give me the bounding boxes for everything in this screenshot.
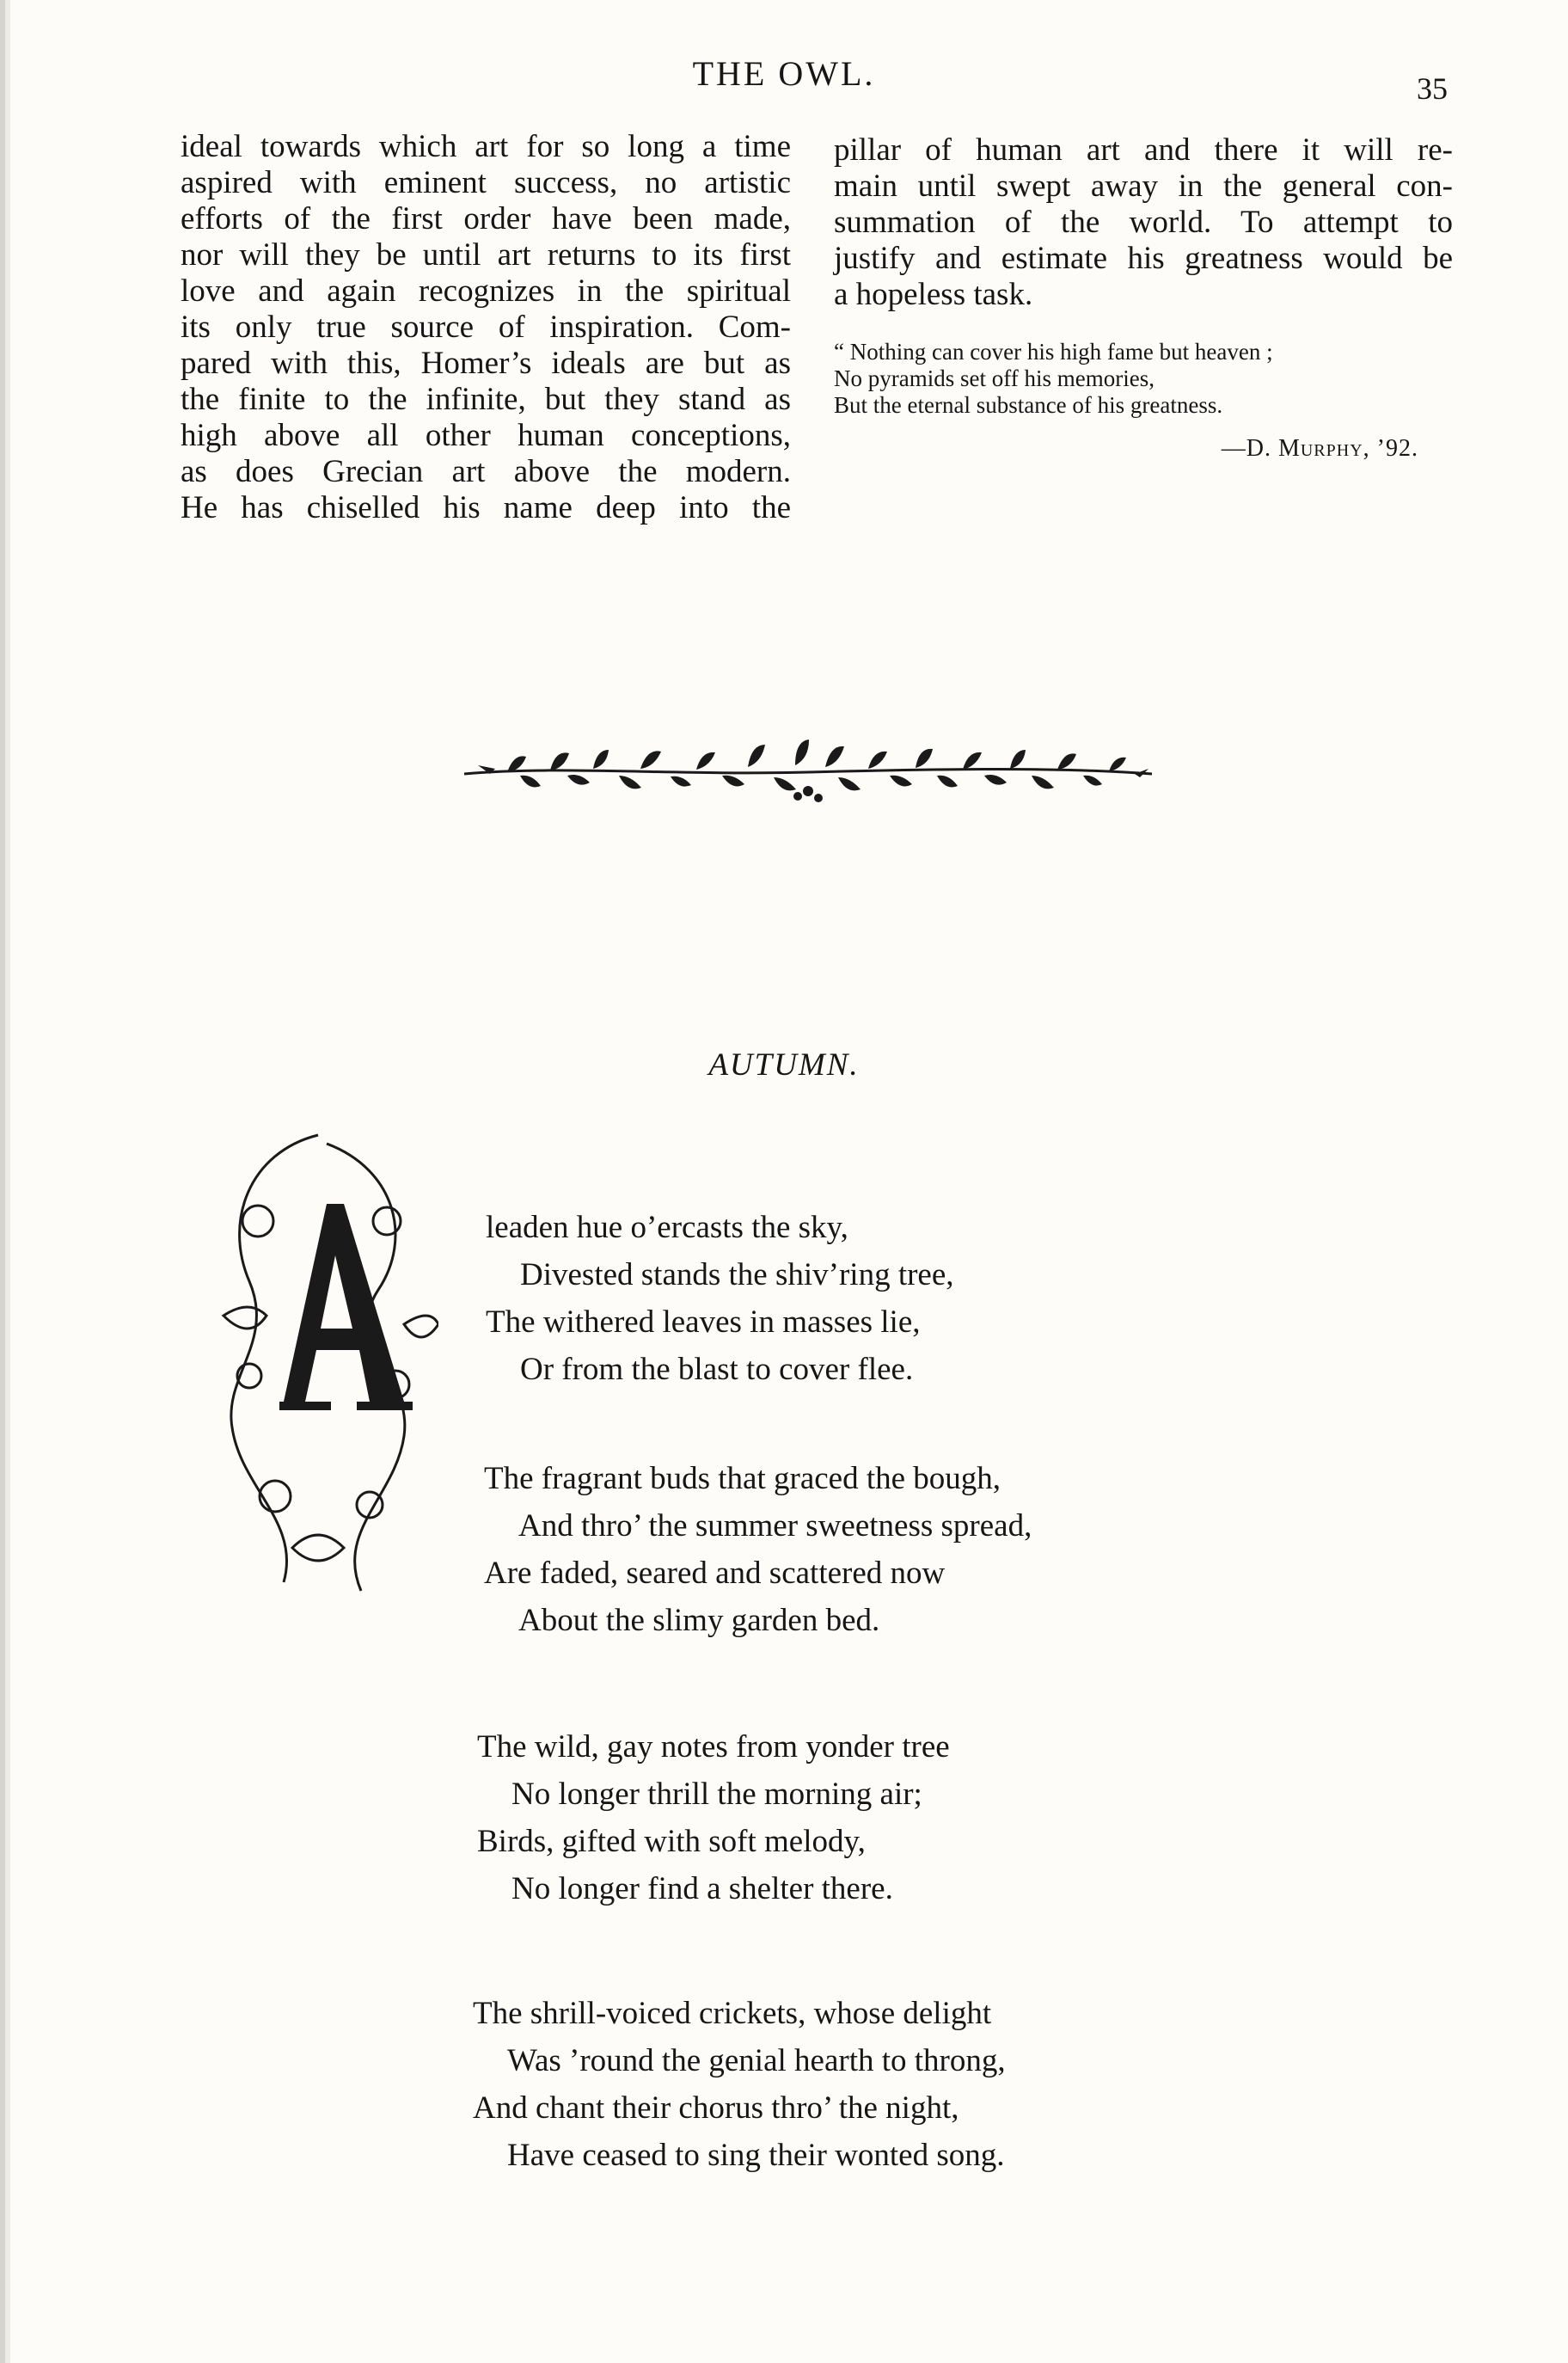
quote-line: But the eternal substance of his greatness.	[834, 392, 1223, 418]
ornamental-drop-cap-a	[198, 1118, 438, 1617]
poem-line: Birds, gifted with soft melody,	[477, 1824, 866, 1859]
poem-line: leaden hue o’ercasts the sky,	[486, 1210, 848, 1245]
leaf-vine-ornament	[456, 722, 1161, 826]
text-line: efforts of the first order have been made,	[181, 201, 791, 236]
page-spine-shadow	[0, 0, 19, 2363]
poem-line: The wild, gay notes from yonder tree	[477, 1729, 950, 1765]
poem-stanza	[473, 1990, 1006, 2179]
right-text-column	[834, 132, 1453, 467]
poem-line: No longer thrill the morning air;	[511, 1777, 922, 1812]
poem-line: Was ’round the genial hearth to throng,	[507, 2043, 1006, 2078]
text-line: the finite to the infinite, but they stand as	[181, 382, 791, 417]
poem-line: About the slimy garden bed.	[518, 1603, 880, 1638]
poem-line: Have ceased to sing their wonted song.	[507, 2138, 1005, 2173]
poem-line: Divested stands the shiv’ring tree,	[520, 1257, 954, 1292]
text-line: ideal towards which art for so long a time	[181, 129, 791, 164]
attribution-suffix: , ’92.	[1363, 435, 1418, 462]
text-line: as does Grecian art above the modern.	[181, 454, 791, 489]
text-line: high above all other human conceptions,	[181, 418, 791, 453]
running-header-title: THE OWL.	[692, 54, 876, 93]
text-line: summation of the world. To attempt to	[834, 205, 1453, 240]
poem-stanza	[484, 1455, 1032, 1644]
poem-line: The shrill-voiced crickets, whose delight	[473, 1996, 992, 2031]
poem-line: And chant their chorus thro’ the night,	[473, 2090, 959, 2126]
text-line: pared with this, Homer’s ideals are but as	[181, 346, 791, 381]
poem-line: And thro’ the summer sweetness spread,	[518, 1508, 1032, 1544]
text-line: a hopeless task.	[834, 277, 1033, 312]
block-quote	[834, 339, 1453, 419]
poem-stanza	[486, 1204, 954, 1393]
attribution-name: Murphy	[1277, 435, 1363, 462]
quote-line: “ Nothing can cover his high fame but heaven ;	[834, 339, 1273, 365]
poem-line: The withered leaves in masses lie,	[486, 1304, 921, 1340]
text-line: its only true source of inspiration. Com-	[181, 310, 791, 345]
text-line: nor will they be until art returns to its first	[181, 237, 791, 273]
text-line: pillar of human art and there it will re-	[834, 132, 1453, 168]
poem-line: The fragrant buds that graced the bough,	[484, 1461, 1001, 1496]
page-number: 35	[1417, 71, 1448, 106]
text-line: main until swept away in the general con-	[834, 169, 1453, 204]
poem-line: Are faded, seared and scattered now	[484, 1556, 946, 1591]
text-line: aspired with eminent success, no artistic	[181, 165, 791, 200]
poem-line: Or from the blast to cover flee.	[520, 1352, 914, 1387]
quote-line: No pyramids set off his memories,	[834, 365, 1155, 391]
poem-line: No longer find a shelter there.	[511, 1871, 893, 1906]
attribution-prefix: —D.	[1221, 435, 1278, 462]
text-line: He has chiselled his name deep into the	[181, 490, 791, 525]
text-line: love and again recognizes in the spiritual	[181, 273, 791, 309]
poem-title: AUTUMN.	[708, 1047, 860, 1083]
poem-stanza	[477, 1723, 950, 1912]
quote-attribution	[834, 431, 1453, 467]
left-text-column	[181, 129, 791, 526]
text-line: justify and estimate his greatness would be	[834, 241, 1453, 276]
